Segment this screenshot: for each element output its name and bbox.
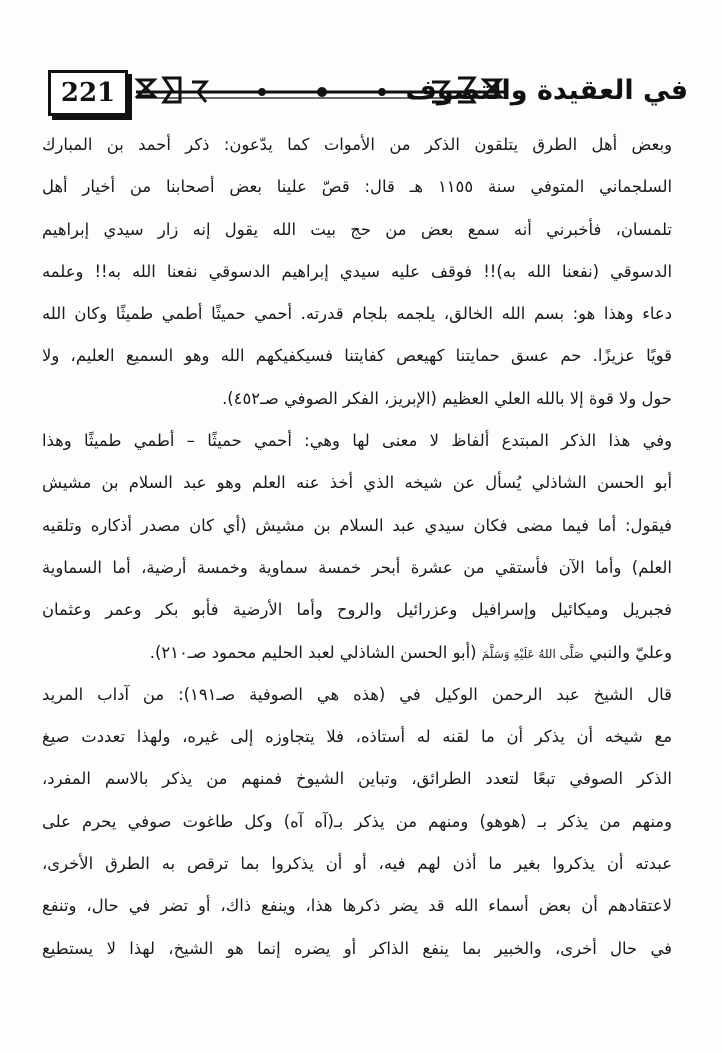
- main-text: [42, 124, 672, 970]
- paragraph-1: [42, 124, 672, 420]
- text-line: فيقول: أما فيما مضى فكان سيدي عبد السلام بن مشيش (أي كان مصدر أذكاره وتلقيه: [42, 515, 672, 535]
- running-title: في العقيدة والتصوف: [405, 75, 688, 106]
- paragraph-2: [42, 420, 672, 674]
- text-line: السلجماني المتوفي سنة ١١٥٥ هـ قال: قصّ علينا بعض أصحابنا من أخيار أهل: [42, 177, 672, 197]
- text-line: عبدته أن يذكروا بغير ما أذن لهم فيه، أو أن يذكروا بما ترقص به الطرق الأخرى،: [42, 854, 672, 874]
- paragraph-3: [42, 674, 672, 970]
- page-number: 221: [48, 70, 128, 116]
- text-line: ومنهم من يذكر بـ (هوهو) ومنهم من يذكر بـ(آه آه) وكل طاغوت صوفي يحرم على: [42, 811, 672, 831]
- text-line: أبو الحسن الشاذلي يُسأل عن شيخه الذي أخذ عنه العلم وهو عبد السلام بن مشيش: [42, 473, 672, 493]
- text-line: الذكر الصوفي تبعًا لتعدد الطرائق، وتباين الشيوخ فمنهم من يذكر بالاسم المفرد،: [42, 769, 672, 789]
- text-line: [42, 632, 672, 674]
- text-line: وبعض أهل الطرق يتلقون الذكر من الأموات كما يدّعون: ذكر أحمد بن المبارك: [42, 135, 672, 154]
- text-line: قال الشيخ عبد الرحمن الوكيل في (هذه هي الصوفية صـ١٩١): من آداب المريد: [42, 684, 672, 704]
- text-line: مع شيخه أن يذكر أن ما لقنه له أستاذه، فلا يتجاوزه إلى غيره، ولهذا تعددت صيغ: [42, 727, 672, 747]
- text-line: دعاء وهذا هو: بسم الله الخالق، يلجمه بلجام قدرته. أحمي حميثًا أطمي طميثًا وكان الله: [42, 304, 672, 324]
- text-line: في حال أخرى، والخبير بما ينفع الذاكر أو يضره إنما هو الشيخ، لهذا لا يستطيع: [42, 938, 672, 958]
- text-fragment: وعليّ والنبي: [588, 642, 672, 662]
- page-header: [40, 66, 688, 116]
- salla-honorific: صَلَّى اللهُ عَلَيْهِ وَسَلَّمَ: [481, 646, 584, 661]
- text-line: حول ولا قوة إلا بالله العلي العظيم (الإبريز، الفكر الصوفي صـ٤٥٢).: [222, 388, 672, 408]
- text-line: قويًا عزيزًا. حم عسق حمايتنا كهيعص كفايتنا فسيكفيكهم الله وهو السميع العليم، ولا: [42, 346, 672, 366]
- text-line: وفي هذا الذكر المبتدع ألفاظ لا معنى لها وهي: أحمي حميثًا – أطمي طميثًا وهذا: [42, 431, 672, 451]
- text-line: العلم) وأما الآن فأستقي من عشرة أبحر خمسة سماوية وخمسة أرضية، أما السماوية: [42, 557, 672, 577]
- citation: (أبو الحسن الشاذلي لعبد الحليم محمود صـ٢١٠).: [149, 642, 477, 662]
- text-line: الدسوقي (نفعنا الله به)!! فوقف عليه سيدي إبراهيم الدسوقي نفعنا الله به!! وعلمه: [42, 261, 672, 281]
- text-line: تلمسان، فأخبرني أنه سمع بعض من حج بيت الله يقول إنه زار سيدي إبراهيم: [42, 219, 672, 239]
- text-line: فجبريل وميكائيل وإسرافيل وعزرائيل والروح وأما الأرضية فأبو بكر وعمر وعثمان: [42, 600, 672, 620]
- text-line: لاعتقادهم أن بعض أسماء الله قد يضر ذكرها هذا، وينفع ذاك، أو تضر في حال، وتنفع: [42, 896, 672, 916]
